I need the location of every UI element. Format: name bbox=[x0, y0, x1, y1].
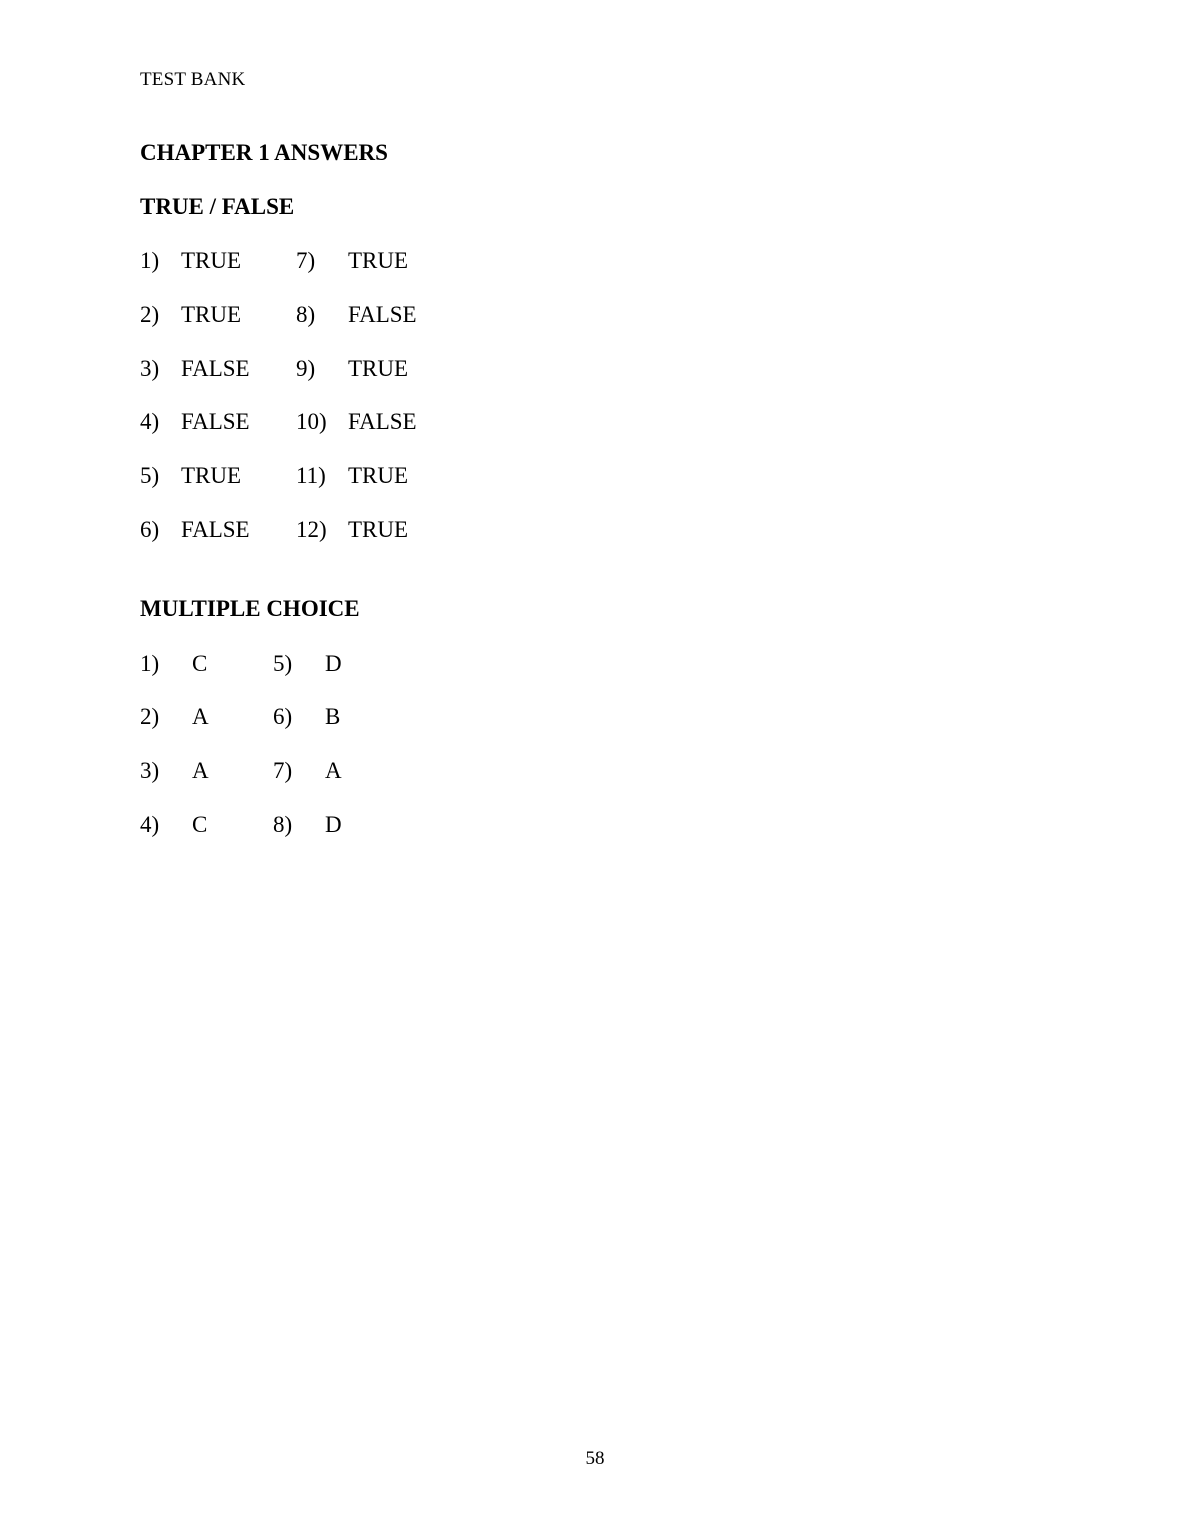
question-number: 11) bbox=[296, 463, 326, 488]
answer-value: C bbox=[192, 812, 208, 837]
multiple-choice-row bbox=[0, 756, 700, 786]
answer-value: TRUE bbox=[181, 463, 242, 488]
question-number: 8) bbox=[296, 302, 316, 327]
question-number: 1) bbox=[140, 651, 160, 676]
answer-value: C bbox=[192, 651, 208, 676]
answer-value: TRUE bbox=[348, 356, 409, 381]
multiple-choice-row bbox=[0, 810, 700, 840]
true-false-row bbox=[0, 354, 700, 384]
chapter-title: CHAPTER 1 ANSWERS bbox=[140, 140, 388, 165]
multiple-choice-heading: MULTIPLE CHOICE bbox=[140, 596, 360, 621]
true-false-row bbox=[0, 461, 700, 491]
answer-value: TRUE bbox=[348, 517, 409, 542]
question-number: 4) bbox=[140, 812, 160, 837]
answer-value: TRUE bbox=[348, 463, 409, 488]
answer-value: TRUE bbox=[348, 248, 409, 273]
true-false-row bbox=[0, 515, 700, 545]
true-false-row bbox=[0, 407, 700, 437]
question-number: 5) bbox=[273, 651, 293, 676]
question-number: 1) bbox=[140, 248, 160, 273]
question-number: 3) bbox=[140, 758, 160, 783]
question-number: 6) bbox=[140, 517, 160, 542]
answer-value: B bbox=[325, 704, 341, 729]
answer-value: A bbox=[192, 758, 209, 783]
true-false-row bbox=[0, 300, 700, 330]
answer-value: TRUE bbox=[181, 302, 242, 327]
answer-value: A bbox=[325, 758, 342, 783]
question-number: 2) bbox=[140, 704, 160, 729]
answer-value: D bbox=[325, 651, 342, 676]
question-number: 7) bbox=[296, 248, 316, 273]
answer-value: FALSE bbox=[181, 409, 250, 434]
answer-value: FALSE bbox=[348, 409, 417, 434]
question-number: 9) bbox=[296, 356, 316, 381]
question-number: 2) bbox=[140, 302, 160, 327]
answer-value: FALSE bbox=[181, 356, 250, 381]
question-number: 8) bbox=[273, 812, 293, 837]
question-number: 5) bbox=[140, 463, 160, 488]
question-number: 6) bbox=[273, 704, 293, 729]
answer-value: TRUE bbox=[181, 248, 242, 273]
true-false-heading: TRUE / FALSE bbox=[140, 194, 295, 219]
question-number: 10) bbox=[296, 409, 327, 434]
answer-value: FALSE bbox=[348, 302, 417, 327]
page-number: 58 bbox=[585, 1448, 605, 1469]
multiple-choice-row bbox=[0, 702, 700, 732]
true-false-row bbox=[0, 246, 700, 276]
running-header: TEST BANK bbox=[140, 69, 246, 90]
question-number: 4) bbox=[140, 409, 160, 434]
multiple-choice-row bbox=[0, 649, 700, 679]
answer-value: FALSE bbox=[181, 517, 250, 542]
question-number: 7) bbox=[273, 758, 293, 783]
answer-value: A bbox=[192, 704, 209, 729]
answer-value: D bbox=[325, 812, 342, 837]
question-number: 12) bbox=[296, 517, 327, 542]
question-number: 3) bbox=[140, 356, 160, 381]
